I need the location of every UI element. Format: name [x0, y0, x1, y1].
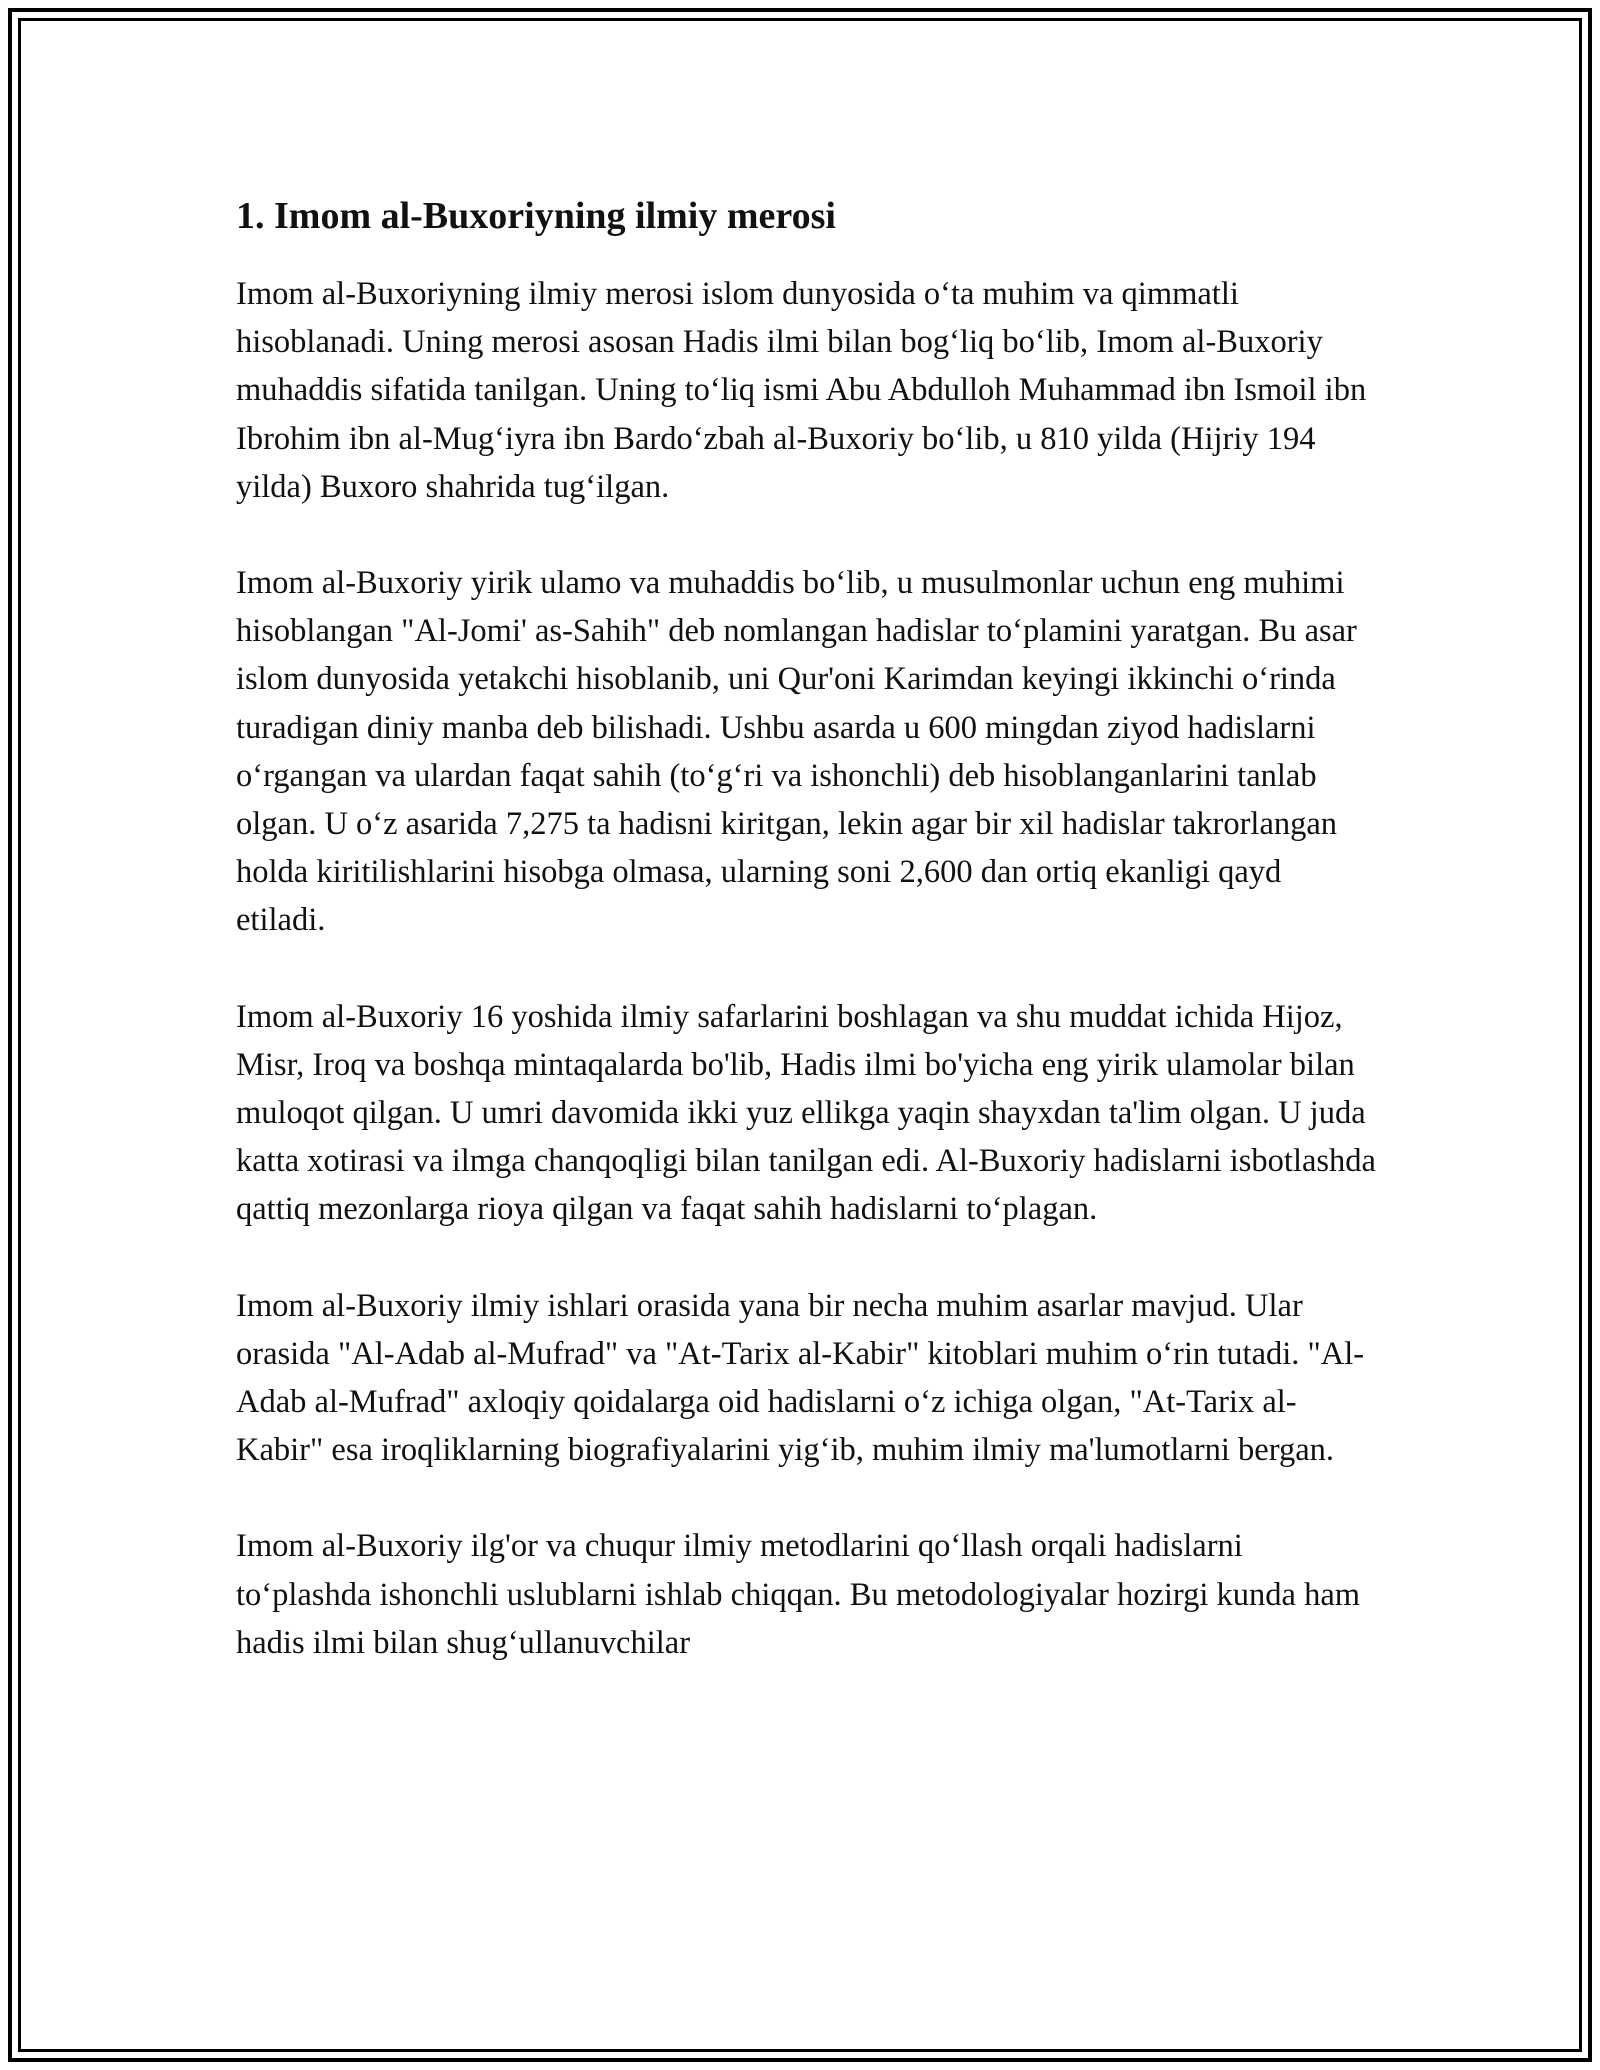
- paragraph: Imom al-Buxoriy ilmiy ishlari orasida yana bir necha muhim asarlar mavjud. Ular orasida "Al-Adab al-Mufrad" va "At-Tarix al-Kabir" kitoblari muhim o‘rin tutadi. "Al-Adab al-Mufrad" axloqiy qoidalarga oid hadislarni o‘z ichiga olgan, "At-Tarix al-Kabir" esa iroqliklarning biografiyalarini yig‘ib, muhim ilmiy ma'lumotlarni bergan.: [236, 1287, 1365, 1469]
- section-heading: 1. Imom al-Buxoriyning ilmiy merosi: [236, 195, 836, 237]
- paragraph: Imom al-Buxoriy 16 yoshida ilmiy safarlarini boshlagan va shu muddat ichida Hijoz, Misr, Iroq va boshqa mintaqalarda bo'lib, Hadis ilmi bo'yicha eng yirik ulamolar bilan muloqot qilgan. U umri davomida ikki yuz ellikga yaqin shayxdan ta'lim olgan. U juda katta xotirasi va ilmga chanqoqligi bilan tanilgan edi. Al-Buxoriy hadislarni isbotlashda qattiq mezonlarga rioya qilgan va faqat sahih hadislarni to‘plagan.: [236, 998, 1376, 1228]
- paragraph: Imom al-Buxoriy yirik ulamo va muhaddis bo‘lib, u musulmonlar uchun eng muhimi hisoblangan "Al-Jomi' as-Sahih" deb nomlangan hadislar to‘plamini yaratgan. Bu asar islom dunyosida yetakchi hisoblanib, uni Qur'oni Karimdan keyingi ikkinchi o‘rinda turadigan diniy manba deb bilishadi. Ushbu asarda u 600 mingdan ziyod hadislarni o‘rgangan va ulardan faqat sahih (to‘g‘ri va ishonchli) deb hisoblanganlarini tanlab olgan. U o‘z asarida 7,275 ta hadisni kiritgan, lekin agar bir xil hadislar takrorlangan holda kiritilishlarini hisobga olmasa, ularning soni 2,600 dan ortiq ekanligi qayd etiladi.: [236, 565, 1357, 939]
- paragraph: Imom al-Buxoriy ilg'or va chuqur ilmiy metodlarini qo‘llash orqali hadislarni to‘plashda ishonchli uslublarni ishlab chiqqan. Bu metodologiyalar hozirgi kunda ham hadis ilmi bilan shug‘ullanuvchilar: [236, 1528, 1361, 1661]
- paragraph: Imom al-Buxoriyning ilmiy merosi islom dunyosida o‘ta muhim va qimmatli hisoblanadi. Uning merosi asosan Hadis ilmi bilan bog‘liq bo‘lib, Imom al-Buxoriy muhaddis sifatida tanilgan. Uning to‘liq ismi Abu Abdulloh Muhammad ibn Ismoil ibn Ibrohim ibn al-Mug‘iyra ibn Bardo‘zbah al-Buxoriy bo‘lib, u 810 yilda (Hijriy 194 yilda) Buxoro shahrida tug‘ilgan.: [236, 276, 1367, 505]
- document-body: [236, 188, 1376, 1715]
